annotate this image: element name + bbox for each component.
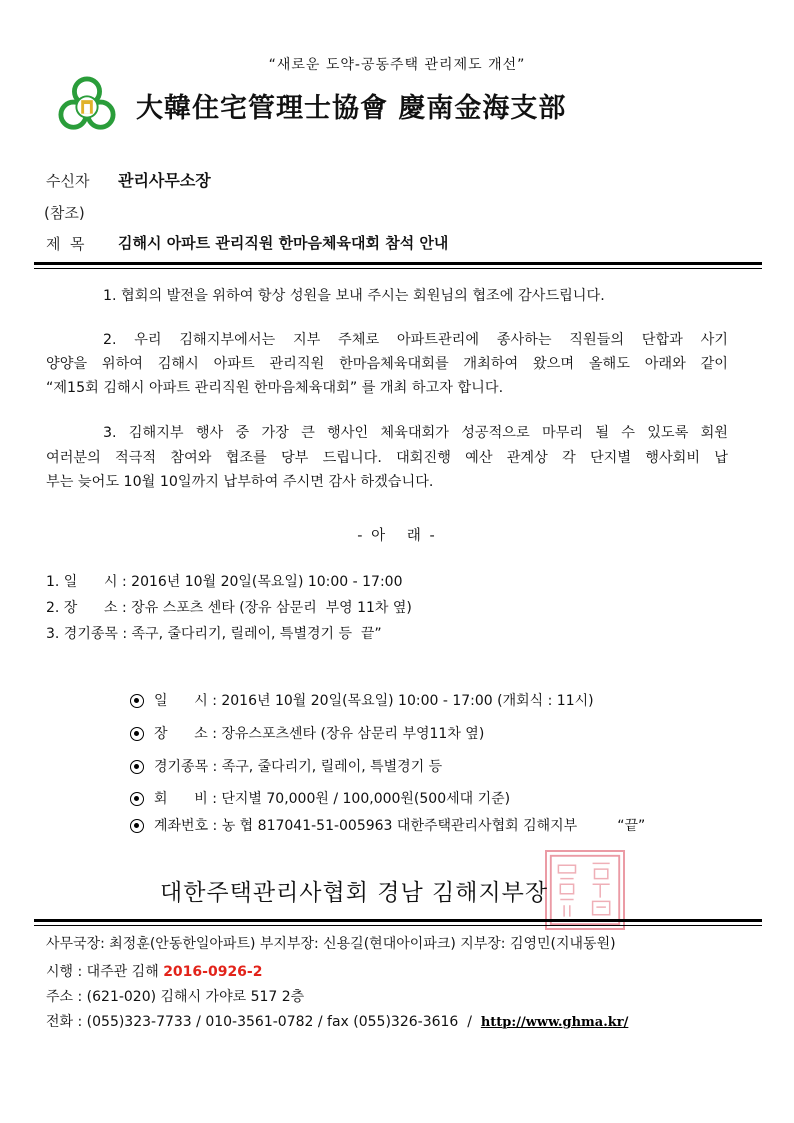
detail-text: 계좌번호 : 농 협 817041-51-005963 대한주택관리사협회 김해지부 “끝” — [154, 818, 646, 834]
document-number-line — [46, 961, 262, 981]
contact-line — [46, 1011, 628, 1031]
notice-item: 1. 일 시 : 2016년 10월 20일(목요일) 10:00 - 17:00 — [46, 574, 403, 590]
paragraph-2-line-2: 양양을 위하여 김해시 아파트 관리직원 한마음체육대회를 개최하여 왔으며 올해도 아래와 같이 — [46, 356, 728, 372]
footer-divider — [34, 919, 762, 922]
bullet-icon — [130, 727, 144, 741]
official-seal-icon — [545, 850, 625, 930]
bullet-icon — [130, 694, 144, 708]
staff-info: 사무국장: 최정훈(안동한일아파트) 부지부장: 신용길(현대아이파크) 지부장: 김영민(지내동원) — [46, 936, 616, 952]
paragraph-2-line-3: “제15회 김해시 아파트 관리직원 한마음체육대회” 를 개최 하고자 합니다. — [46, 380, 504, 396]
detail-text: 회 비 : 단지별 70,000원 / 100,000원(500세대 기준) — [154, 791, 511, 807]
slogan: “새로운 도약-공동주택 관리제도 개선” — [268, 57, 526, 73]
detail-row — [130, 690, 594, 710]
detail-text: 일 시 : 2016년 10월 20일(목요일) 10:00 - 17:00 (개회식 : 11시) — [154, 693, 594, 709]
recipient-label: 수신자 — [46, 172, 90, 190]
issuer-signature: 대한주택관리사협회 경남 김해지부장 — [160, 880, 549, 906]
detail-row — [130, 788, 510, 808]
bullet-icon — [130, 792, 144, 806]
paragraph-3-line-2: 여러분의 적극적 참여와 협조를 당부 드립니다. 대회진행 예산 관계상 각 단지별 행사회비 납 — [46, 450, 728, 466]
header-divider-thin — [34, 268, 762, 269]
document-number-label: 시행 : 대주관 김해 — [46, 964, 164, 980]
notice-item: 2. 장 소 : 장유 스포츠 센타 (장유 삼문리 부영 11차 옆) — [46, 600, 412, 616]
detail-row — [130, 723, 484, 743]
bullet-icon — [130, 760, 144, 774]
detail-row — [130, 756, 442, 776]
address: 주소 : (621-020) 김해시 가야로 517 2층 — [46, 989, 305, 1005]
paragraph-1: 1. 협회의 발전을 위하여 항상 성원을 보내 주시는 회원님의 협조에 감사드립니다. — [103, 288, 605, 304]
detail-text: 장 소 : 장유스포츠센타 (장유 삼문리 부영11차 옆) — [154, 726, 485, 742]
subject: 김해시 아파트 관리직원 한마음체육대회 참석 안내 — [118, 234, 449, 252]
website-link[interactable]: http://www.ghma.kr/ — [480, 1015, 629, 1030]
paragraph-2-line-1: 2. 우리 김해지부에서는 지부 주체로 아파트관리에 종사하는 직원들의 단합과 사기 — [103, 332, 728, 348]
notice-item: 3. 경기종목 : 족구, 줄다리기, 릴레이, 특별경기 등 끝” — [46, 626, 382, 642]
footer-divider-thin — [34, 925, 762, 926]
reference-label: (참조) — [44, 204, 85, 222]
org-title: 大韓住宅管理士協會 慶南金海支部 — [136, 93, 567, 124]
subject-label: 제 목 — [46, 235, 85, 253]
contact-numbers: 전화 : (055)323-7733 / 010-3561-0782 / fax (055)326-3616 / — [46, 1014, 481, 1030]
document-number: 2016-0926-2 — [163, 964, 263, 980]
bullet-icon — [130, 819, 144, 833]
recipient: 관리사무소장 — [118, 171, 211, 190]
paragraph-3-line-1: 3. 김해지부 행사 중 가장 큰 행사인 체육대회가 성공적으로 마무리 될 수 있도록 회원 — [103, 425, 728, 441]
notice-heading: - 아 래 - — [357, 528, 437, 544]
header-divider — [34, 262, 762, 265]
detail-text: 경기종목 : 족구, 줄다리기, 릴레이, 특별경기 등 — [154, 759, 443, 775]
paragraph-3-line-3: 부는 늦어도 10월 10일까지 납부하여 주시면 감사 하겠습니다. — [46, 474, 434, 490]
detail-row — [130, 815, 645, 835]
association-emblem-icon — [58, 76, 116, 134]
